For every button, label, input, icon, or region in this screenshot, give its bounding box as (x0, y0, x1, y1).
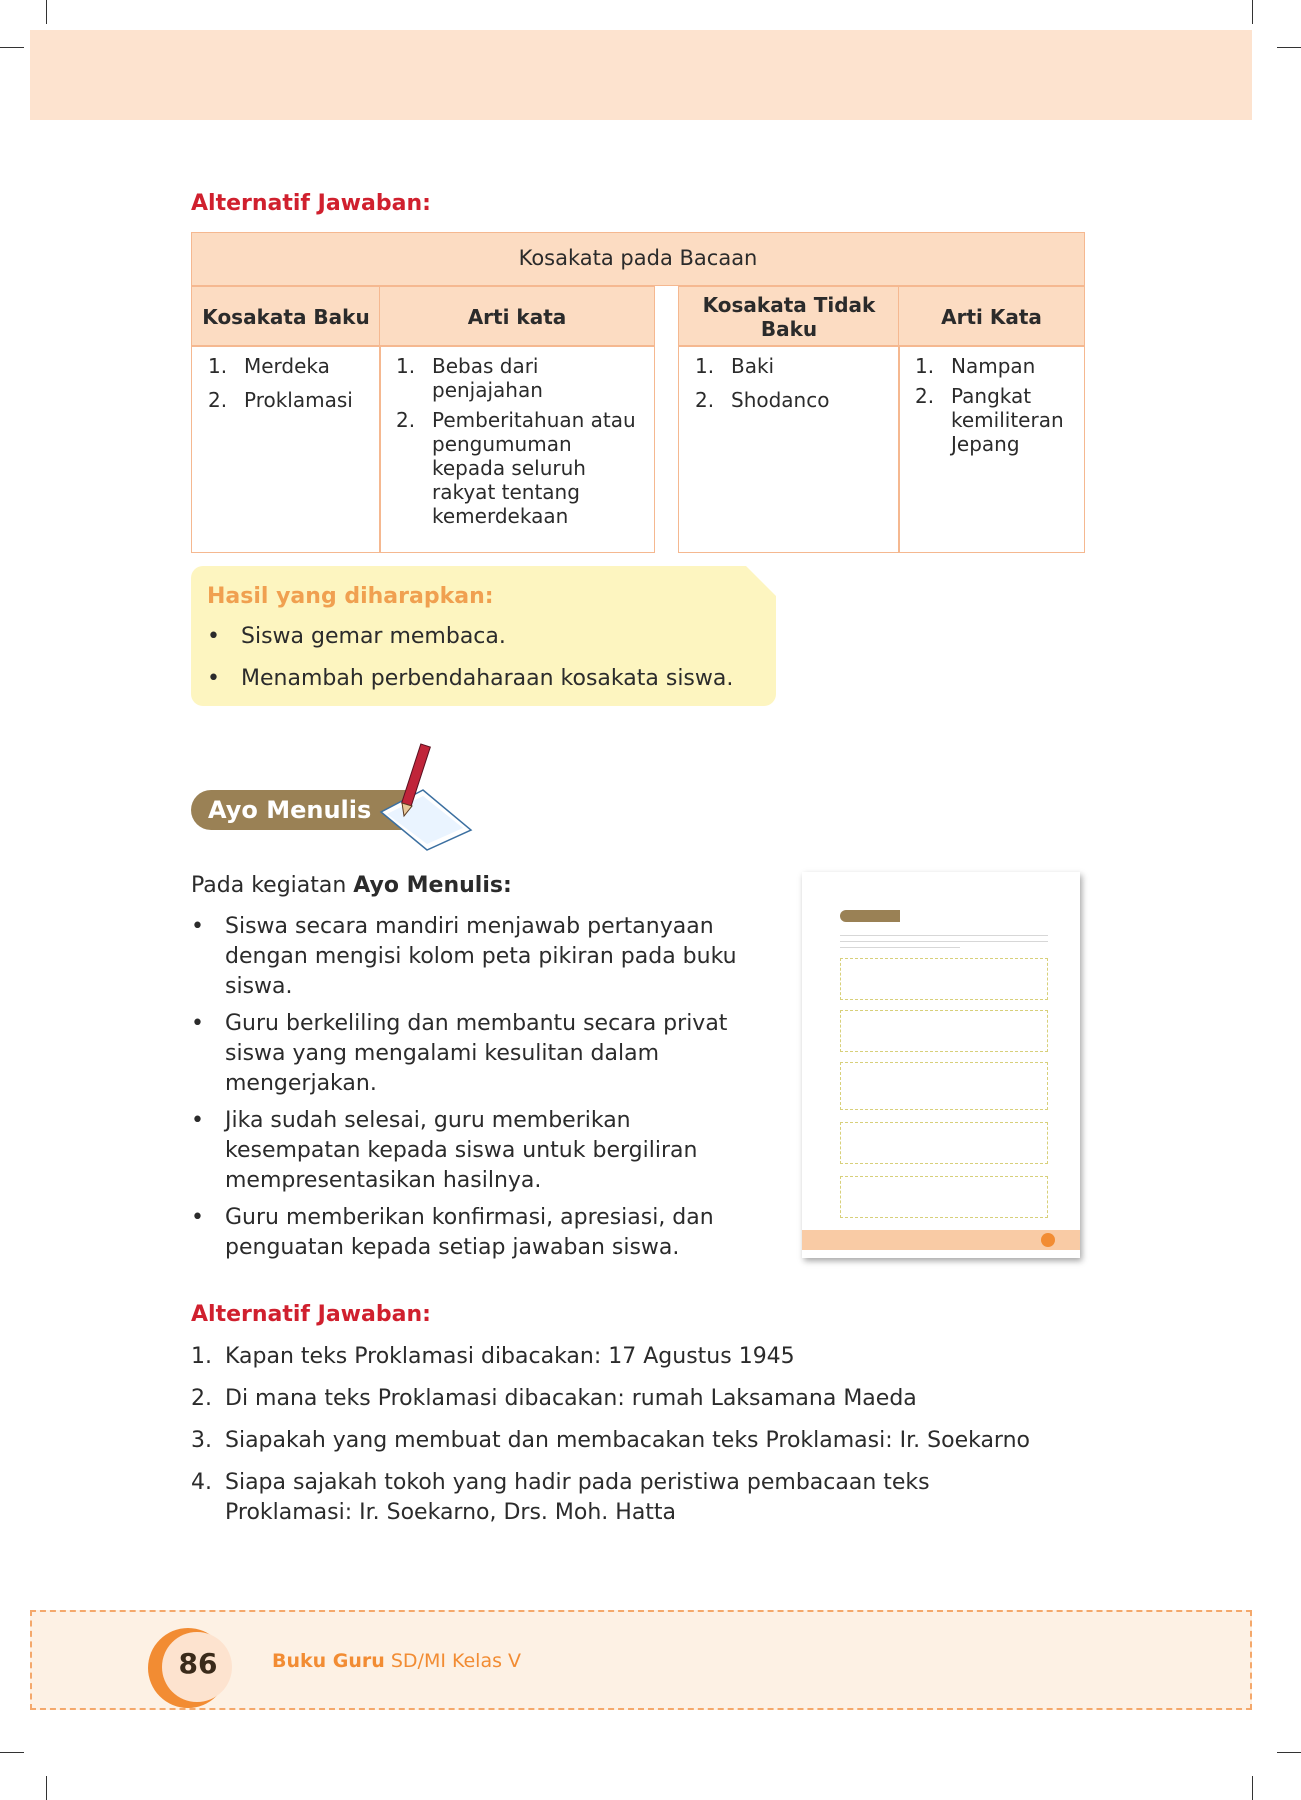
book-title: Buku Guru SD/MI Kelas V (272, 1650, 522, 1672)
cell-arti-kata (379, 345, 655, 553)
crop-mark (46, 1776, 47, 1800)
list-item: • Siswa secara mandiri menjawab pertanyaan dengan mengisi kolom peta pikiran pada buku siswa. (191, 914, 737, 999)
list-item: 1. Merdeka (208, 354, 330, 378)
list-item: 2. Pemberitahuan atau pengumuman kepada seluruh rakyat tentang kemerdekaan (396, 408, 636, 528)
crop-mark (1252, 0, 1253, 24)
thumb-question-box (840, 1010, 1048, 1052)
cell-arti-kata-2 (898, 345, 1085, 553)
header-arti-kata-2: Arti Kata (898, 286, 1085, 347)
list-item: • Guru memberikan konfirmasi, apresiasi, dan penguatan kepada setiap jawaban siswa. (191, 1205, 714, 1260)
thumb-question-box (840, 958, 1048, 1000)
thumb-line (840, 941, 1048, 942)
ayo-menulis-banner: Ayo Menulis (191, 790, 415, 830)
cell-kosakata-tidak-baku (678, 345, 900, 553)
list-item: • Jika sudah selesai, guru memberikan kesempatan kepada siswa untuk bergiliran mempresentasikan hasilnya. (191, 1108, 698, 1193)
list-item: 1. Baki (695, 354, 775, 378)
header-arti-kata: Arti kata (379, 286, 655, 347)
list-item: • Menambah perbendaharaan kosakata siswa. (207, 666, 734, 691)
thumb-question-box (840, 1122, 1048, 1164)
thumb-question-box (840, 1062, 1048, 1110)
list-item: 3. Siapakah yang membuat dan membacakan teks Proklamasi: Ir. Soekarno (191, 1428, 1030, 1453)
crop-mark (1277, 1752, 1301, 1753)
list-item: 4. Siapa sajakah tokoh yang hadir pada peristiwa pembacaan teks Proklamasi: Ir. Soekarno, Drs. Moh. Hatta (191, 1470, 930, 1525)
list-item: 2. Pangkat kemiliteran Jepang (915, 384, 1064, 456)
ayo-menulis-list (191, 912, 771, 1270)
ayo-menulis-intro: Pada kegiatan Ayo Menulis: (191, 873, 512, 898)
crop-mark (0, 1752, 24, 1753)
list-item: 2. Proklamasi (208, 388, 353, 412)
thumb-page-dot (1041, 1233, 1055, 1247)
crop-mark (1252, 1776, 1253, 1800)
thumb-banner (840, 910, 900, 922)
crop-mark (46, 0, 47, 24)
list-item: 1. Bebas dari penjajahan (396, 354, 543, 402)
header-kosakata-baku: Kosakata Baku (191, 286, 381, 347)
list-item: 1. Kapan teks Proklamasi dibacakan: 17 Agustus 1945 (191, 1344, 795, 1369)
table-gap (654, 286, 678, 554)
list-item: 2. Shodanco (695, 388, 830, 412)
answers-list (191, 1342, 1091, 1540)
thumb-line (840, 947, 960, 948)
header-band (30, 30, 1252, 120)
thumb-line (840, 935, 1048, 936)
list-item: 1. Nampan (915, 354, 1036, 378)
section-heading: Alternatif Jawaban: (191, 191, 431, 216)
pencil-paper-icon (375, 742, 475, 854)
thumb-footer (802, 1230, 1080, 1250)
thumb-question-box (840, 1176, 1048, 1218)
section-heading-2: Alternatif Jawaban: (191, 1302, 431, 1327)
list-item: • Siswa gemar membaca. (207, 624, 506, 649)
list-item: • Guru berkeliling dan membantu secara privat siswa yang mengalami kesulitan dalam mengerjakan. (191, 1011, 728, 1096)
page-number: 86 (178, 1647, 218, 1680)
header-kosakata-tidak-baku (678, 286, 900, 347)
cell-kosakata-baku (191, 345, 381, 553)
vocab-table-title: Kosakata pada Bacaan (191, 232, 1085, 286)
expected-results-title: Hasil yang diharapkan: (207, 584, 494, 609)
crop-mark (1277, 47, 1301, 48)
crop-mark (0, 47, 24, 48)
header-kosakata-tidak-baku-label: Kosakata Tidak Baku (702, 292, 876, 341)
list-item: 2. Di mana teks Proklamasi dibacakan: rumah Laksamana Maeda (191, 1386, 917, 1411)
